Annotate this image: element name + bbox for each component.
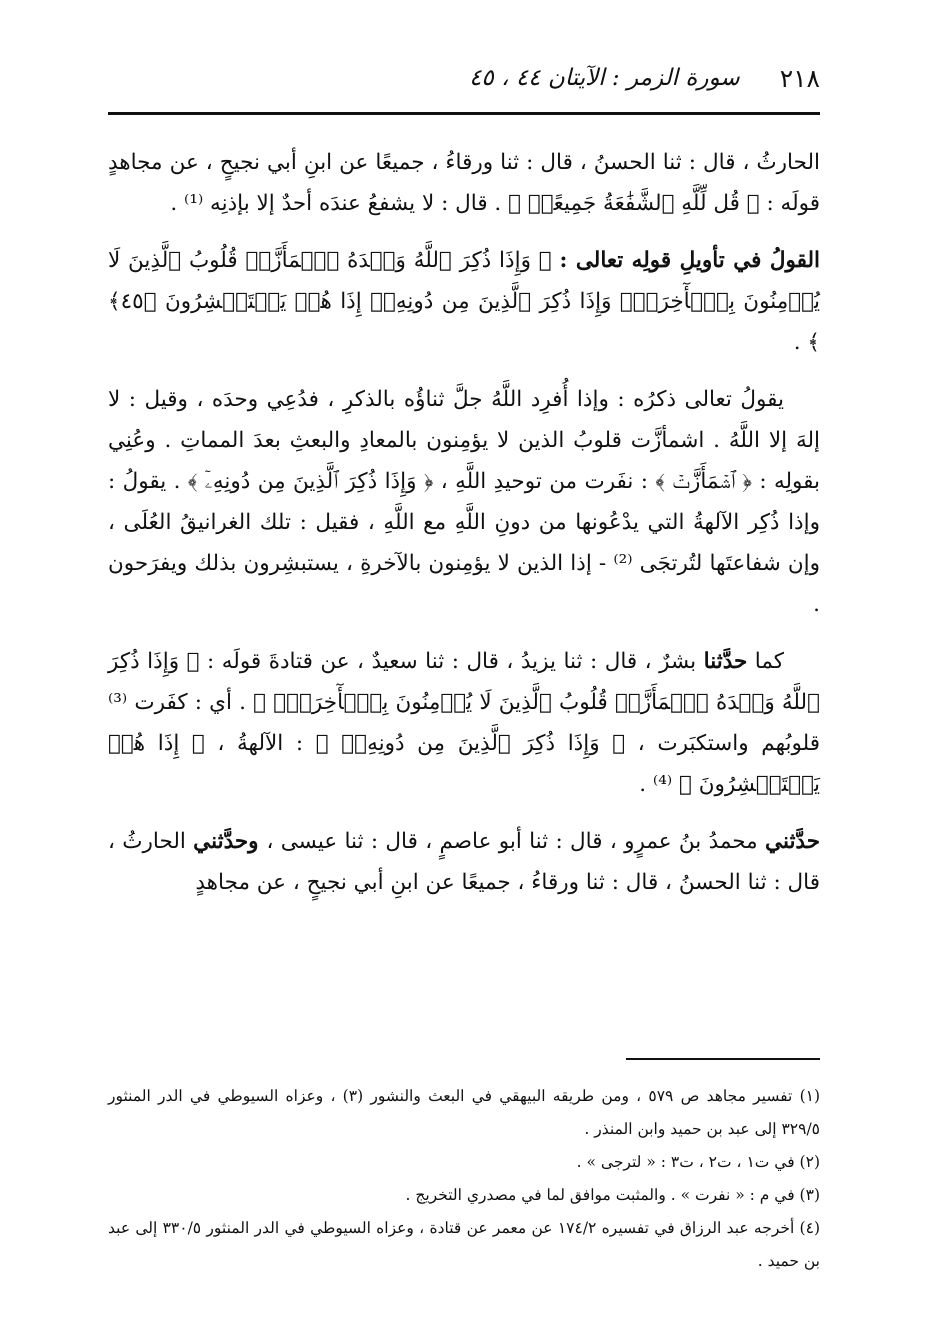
section-heading-lead: القولُ في تأويلِ قولِه تعالى : (559, 248, 820, 273)
paragraph-4-pre: كما (747, 649, 785, 674)
paragraph-1 (108, 142, 820, 224)
paragraph-2-heading (108, 240, 820, 363)
paragraph-2-verse: ﴿ وَإِذَا ذُكِرَ ٱللَّهُ وَحۡدَهُ ٱشۡمَأَزَّتۡ قُلُوبُ ٱلَّذِينَ لَا يُؤۡمِنُونَ بِٱلۡأٓخِرَةِۖ وَإِذَا ذُكِرَ ٱلَّذِينَ مِن دُونِهِۦٓ إِذَا هُمۡ يَسۡتَبۡشِرُونَ ﴿٤٥﴾ ﴾ . (108, 248, 820, 355)
paragraph-4-lead: حدَّثنا (703, 649, 748, 674)
footnote-rule (626, 1058, 820, 1060)
paragraph-5 (108, 821, 820, 903)
paragraph-5-lead-2: وحدَّثني (193, 829, 267, 854)
running-title: سورة الزمر : الآيتان ٤٤ ، ٤٥ (469, 65, 740, 91)
paragraph-5-lead: حدَّثني (765, 829, 820, 854)
footnote-2: (٢) في ت١ ، ت٢ ، ت٣ : « لترجى » . (576, 1153, 820, 1171)
page-header (108, 58, 820, 98)
footnote-1: (١) تفسير مجاهد ص ٥٧٩ ، ومن طريقه البيهقي في البعث والنشور (٣) ، وعزاه السيوطي في الدر المنثور ٣٢٩/٥ إلى عبد بن حميد وابن المنذر . (108, 1087, 821, 1138)
paragraph-3 (108, 379, 820, 625)
footnote-3: (٣) في م : « نفرت » . والمثبت موافق لما في مصدري التخريج . (405, 1186, 820, 1204)
main-text (108, 142, 820, 919)
paragraph-5-text: محمدُ بنُ عمرٍو ، قال : ثنا أبو عاصمٍ ، قال : ثنا عيسى ، (266, 829, 766, 854)
paragraph-5-text-2: الحارثُ ، قال : ثنا الحسنُ ، قال : ثنا ورقاءُ ، جميعًا عن ابنِ أبي نجيحٍ ، عن مجاهدٍ (108, 829, 820, 895)
paragraph-1-text: الحارثُ ، قال : ثنا الحسنُ ، قال : ثنا ورقاءُ ، جميعًا عن ابنِ أبي نجيحٍ ، عن مجاهدٍ قولَه : ﴿ قُل لِّلَّهِ ٱلشَّفَٰعَةُ جَمِيعًاۖ ﴾ . قال : لا يشفعُ عندَه أحدٌ إلا بإذنِه ⁽¹⁾ . (108, 150, 820, 216)
paragraph-4-text: بشرٌ ، قال : ثنا يزيدُ ، قال : ثنا سعيدٌ ، عن قتادةَ قولَه : ﴿ وَإِذَا ذُكِرَ ٱللَّهُ وَحۡدَهُ ٱشۡمَأَزَّتۡ قُلُوبُ ٱلَّذِينَ لَا يُؤۡمِنُونَ بِٱلۡأٓخِرَةِۖ ﴾ . أي : كفَرت ⁽³⁾ قلوبُهم واستكبَرت ، ﴿ وَإِذَا ذُكِرَ ٱلَّذِينَ مِن دُونِهِۦٓ ﴾ : الآلهةُ ، ﴿ إِذَا هُمۡ يَسۡتَبۡشِرُونَ ﴾ ⁽⁴⁾ . (108, 649, 820, 797)
paragraph-4 (108, 641, 820, 805)
header-rule (108, 112, 820, 115)
footnotes (108, 1080, 820, 1278)
paragraph-3-text: يقولُ تعالى ذكرُه : وإذا أُفرِد اللَّهُ جلَّ ثناؤُه بالذكرِ ، فدُعِي وحدَه ، وقيل : لا إلهَ إلا اللَّهُ . اشمأزَّت قلوبُ الذين لا يؤمِنون بالمعادِ والبعثِ بعدَ المماتِ . وعُنِي بقولِه : ﴿ ٱشۡمَأَزَّتۡ ﴾ : نفَرت من توحيدِ اللَّهِ ، ﴿ وَإِذَا ذُكِرَ ٱلَّذِينَ مِن دُونِهِۦٓ ﴾ . يقولُ : وإذا ذُكِر الآلهةُ التي يدْعُونها من دونِ اللَّهِ مع اللَّهِ ، فقيل : تلك الغرانيقُ العُلَى ، وإن شفاعتَها لتُرتجَى ⁽²⁾ - إذا الذين لا يؤمِنون بالآخرةِ ، يستبشِرون بذلك ويفرَحون . (108, 387, 820, 617)
footnote-4: (٤) أخرجه عبد الرزاق في تفسيره ١٧٤/٢ عن معمر عن قتادة ، وعزاه السيوطي في الدر المنثور ٣٣٠/٥ إلى عبد بن حميد . (108, 1219, 820, 1270)
page-number: ٢١٨ (779, 63, 820, 93)
